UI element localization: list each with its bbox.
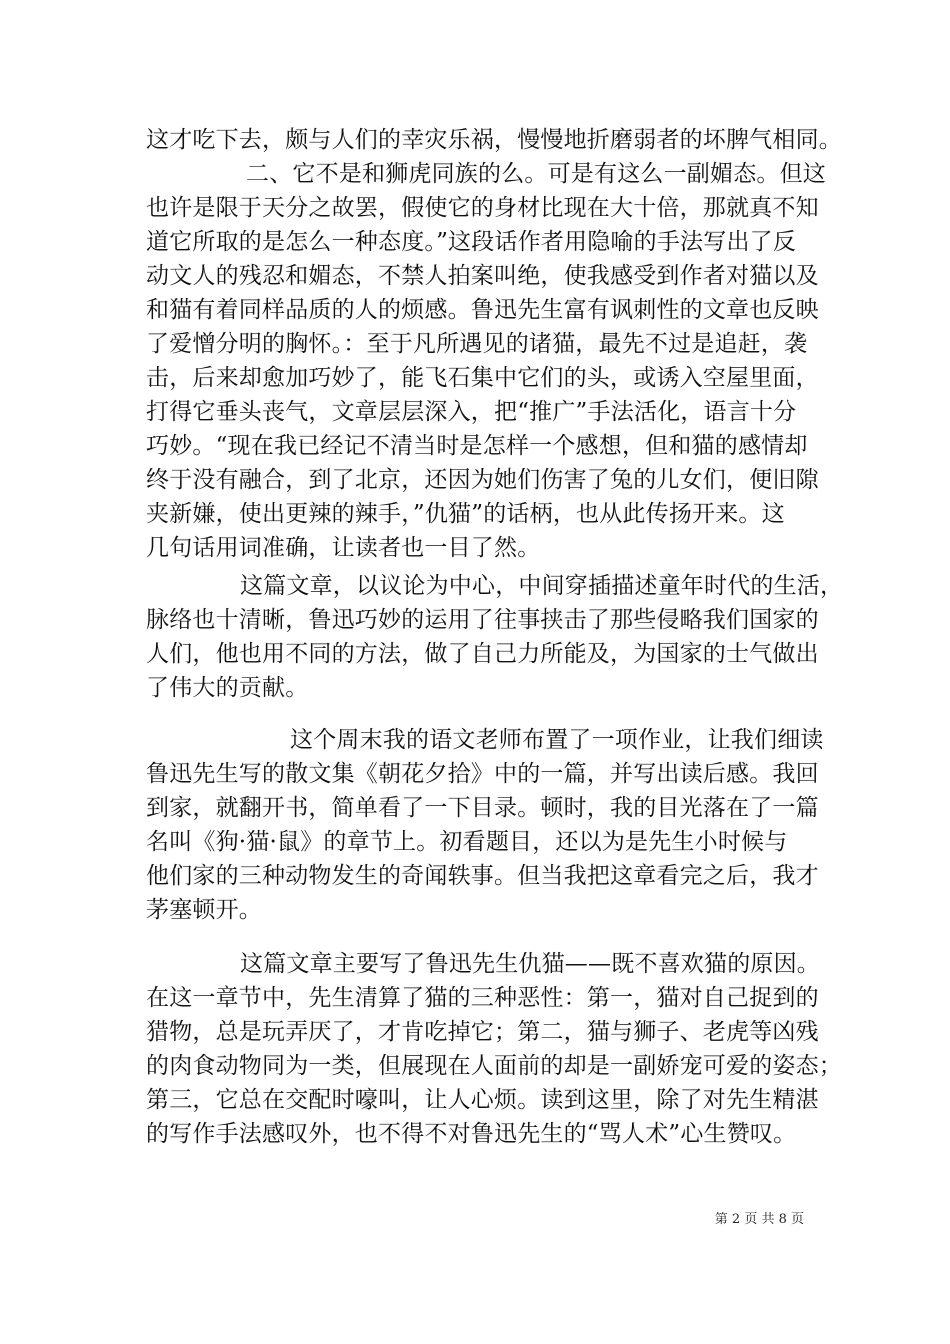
page-number: 第 2 页 共 8 页 xyxy=(714,1212,804,1227)
text-line: 他们家的三种动物发生的奇闻轶事。但当我把这章看完之后，我才 xyxy=(146,863,819,889)
text-line: 二、它不是和狮虎同族的么。可是有这么一副媚态。但这 xyxy=(246,161,826,187)
text-line: 道它所取的是怎么一种态度。”这段话作者用隐喻的手法写出了反 xyxy=(146,229,797,255)
text-line: 茅塞顿开。 xyxy=(146,897,262,923)
text-line: 在这一章节中，先生清算了猫的三种恶性：第一，猫对自己捉到的 xyxy=(146,985,819,1011)
text-line: 巧妙。“现在我已经记不清当时是怎样一个感想，但和猫的感情却 xyxy=(146,433,808,459)
text-line: 这篇文章主要写了鲁迅先生仇猫——既不喜欢猫的原因。 xyxy=(240,951,820,977)
text-line: 脉络也十清晰，鲁迅巧妙的运用了往事挟击了那些侵略我们国家的 xyxy=(146,607,819,633)
text-line: 猎物，总是玩弄厌了，才肯吃掉它；第二，猫与狮子、老虎等凶残 xyxy=(146,1019,819,1045)
text-line: 和猫有着同样品质的人的烦感。鲁迅先生富有讽刺性的文章也反映 xyxy=(146,297,819,323)
text-line: 也许是限于天分之故罢，假使它的身材比现在大十倍，那就真不知 xyxy=(146,195,819,221)
text-line: 这个周末我的语文老师布置了一项作业，让我们细读 xyxy=(290,727,824,753)
text-line: 人们，他也用不同的方法，做了自己力所能及，为国家的士气做出 xyxy=(146,641,819,667)
text-line: 这才吃下去，颇与人们的幸灾乐祸，慢慢地折磨弱者的坏脾气相同。 xyxy=(146,127,842,153)
text-line: 打得它垂头丧气，文章层层深入，把“推广”手法活化，语言十分 xyxy=(146,399,797,425)
text-line: 了伟大的贡献。 xyxy=(146,675,309,701)
text-line: 第三，它总在交配时嚎叫，让人心烦。读到这里，除了对先生精湛 xyxy=(146,1087,819,1113)
text-line: 鲁迅先生写的散文集《朝花夕拾》中的一篇，并写出读后感。我回 xyxy=(146,761,819,787)
text-line: 这篇文章，以议论为中心，中间穿插描述童年时代的生活， xyxy=(240,573,844,599)
text-line: 几句话用词准确，让读者也一目了然。 xyxy=(146,535,541,561)
text-line: 到家，就翻开书，简单看了一下目录。顿时，我的目光落在了一篇 xyxy=(146,795,819,821)
text-line: 动文人的残忍和媚态，不禁人拍案叫绝，使我感受到作者对猫以及 xyxy=(146,263,819,289)
text-line: 夹新嫌，使出更辣的辣手，”仇猫”的话柄，也从此传扬开来。这 xyxy=(146,501,785,527)
text-line: 的写作手法感叹外，也不得不对鲁迅先生的“骂人术”心生赞叹。 xyxy=(146,1121,797,1147)
text-line: 终于没有融合，到了北京，还因为她们伤害了兔的儿女们，便旧隙 xyxy=(146,467,819,493)
text-line: 击，后来却愈加巧妙了，能飞石集中它们的头，或诱入空屋里面， xyxy=(146,365,819,391)
text-line: 了爱憎分明的胸怀。：至于凡所遇见的诸猫，最先不过是追赶，袭 xyxy=(146,331,808,357)
text-line: 的肉食动物同为一类，但展现在人面前的却是一副娇宠可爱的姿态； xyxy=(146,1053,842,1079)
text-line: 名叫《狗·猫·鼠》的章节上。初看题目，还以为是先生小时候与 xyxy=(146,829,788,855)
